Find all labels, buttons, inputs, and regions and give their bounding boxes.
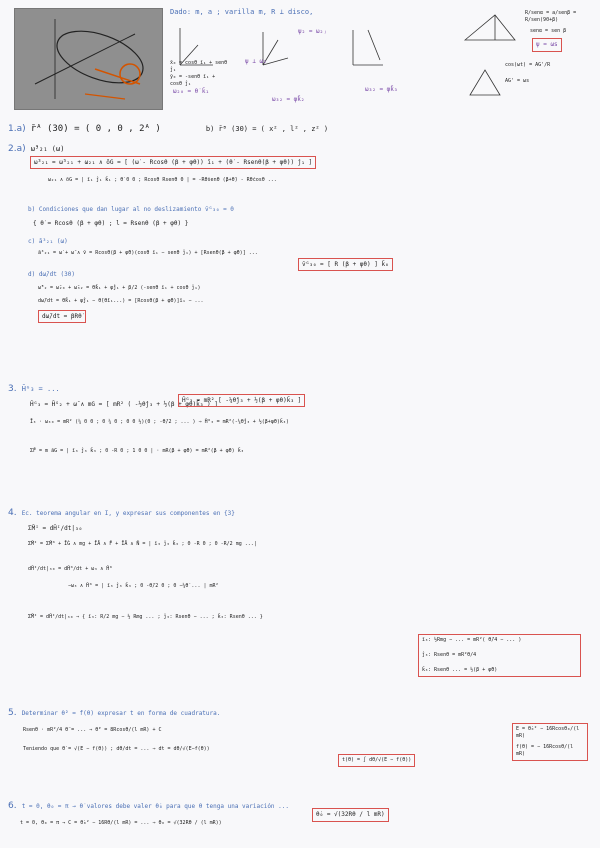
cos-rel: cos(ωt) = AG'/R xyxy=(505,62,551,68)
section-6: 6. t = 0, θ₀ = π → θ̇ valores debe valer θ̇₀ para que θ tenga una variación ... t = 0, θ₀ = π → C = θ̇₀² − 16Rθ/(l mR) = ... ⇒ θ₀ = √(32Rθ / (l mR)) xyxy=(8,801,289,826)
note-omega20: ω₂₀ = θ̇ k̄₁ xyxy=(173,88,210,95)
result-4: ī₃: ½Rmg − ... = mR²( θ̈/4 − ... ) ĵ₃: Rsenθ = mR²θ/4 k̄₃: Rsenθ ... = ½(β + φ̇θ) xyxy=(418,634,581,677)
result-5: E = θ̇₀² − 16Rcosθ₀/(l mR) f(θ) = − 16Rcosθ/(l mR) xyxy=(512,723,588,761)
result-2c: v̄ᴳ₃₀ = [ R (β + φ̇θ) ] k̄₀ xyxy=(298,258,393,271)
section-3: 3. H̄ᴳ₃ = ... H̄ᴳ₃ = H̄ᴳ₂ + ω̄ ∧ mG = [ mR² ( -½θ̇ĵ₃ + ½(β + φ̇θ)k̄₃ ) ] H̄ᴳ₃ = mR² [ -¼θ̇ĵ₃ + ½(β + φ̇θ)k̄₃ ] Ī₃ · ω₃₀ = mR² (¼ 0 0 ; 0 ¼ 0 ; 0 0 ½)(0 ; -θ̇/2 ; ... ) ⇒ H̄ᴳ₃ = mR²(-¼θ̇ĵ₃ + ½(β+φ̇θ)k̄₃) ΣF̄ = m āG = | ī₃ ĵ₃ k̄₃ ; 0 -R 0 ; 1 0 0 | · mR(β + φ̇θ) = mR²(β + φ̇θ) k̄₃ xyxy=(8,376,593,455)
result-3: H̄ᴳ₃ = mR² [ -¼θ̇ĵ₃ + ½(β + φ̇θ)k̄₃ ] xyxy=(178,394,305,407)
photo-drawing xyxy=(15,9,162,109)
system-photo xyxy=(14,8,163,110)
result-5b: t(θ) = ∫ dθ/√(E − f(θ)) xyxy=(338,754,415,767)
section-5: 5. Determinar θ̇² = f(θ) expresar t en forma de cuadratura. Rsenθ · mR²/4 θ̈ = ... ⇒ θ̇² = 8Rcosθ/(l mR) + C Teniendo que θ̇ = √(E − f(θ)) ; dθ/dt = ... ⇒ dt = dθ/√(E−f(θ)) xyxy=(8,708,221,752)
section-1: 1.a) r̄ᴬ (30) = ( 0 , 0 , 2ᴬ ) b) r̄ᴮ (30) = ( x² , l² , z² ) xyxy=(8,124,329,134)
note-omega32b: ω₃₂ = φ̇k̄₃ xyxy=(365,86,398,93)
sin-eq: senα = sen β xyxy=(530,28,567,34)
law-of-sines: R/senα = a/senβ = R/sen(90+β) xyxy=(525,10,577,23)
note-omega32: ω₃₂ = φ̇k̄₂ xyxy=(272,96,305,103)
section-4: 4. Ec. teorema angular en I, y expresar sus componentes en {3} ΣM̄ᴵ = dH̄ᴵ/dt|₃₀ ΣM̄ᴵ = ΣM̄ᴳ + ĪĠ ∧ mg + ĪĀ ∧ F̄ + ĪĀ ∧ N̄ = | ī₃ ĵ₃ k̄₃ ; 0 -R 0 ; 0 -R/2 mg ...| dH̄ᴵ/dt|₃₀ = dH̄ᴳ/dt + ω₃ ∧ H̄ᴳ −ω₃ ∧ H̄ᴳ = | ī₃ ĵ₃ k̄₃ ; 0 -θ̇/2 0 ; 0 −¼θ̇ ... | mR² ΣM̄ᴵ = dH̄ᴵ/dt|₃₀ ⇒ { ī₃: R/2 mg − ½ Rmg ... ; ĵ₃: Rsenθ − ... ; k̄₃: Rsenθ ... } xyxy=(8,508,263,620)
psi-result: ψ = ωs xyxy=(532,38,562,52)
triangle-sketch xyxy=(455,10,585,105)
note-psi2: ψ₂ = ω₂ⱼ xyxy=(298,28,327,35)
note-psi: ψ ⊥ ω₂ xyxy=(245,58,267,65)
section-2: 2.a) ω̄³₂₁ (ω) ω̄³₂₁ = ω̄³₂₁ + ω₂₁ ∧ ōG = [ (ω̇ - Rcosθ (β + φ̇θ)) ī₁ + (θ̇ - Rsenθ(β + φ̇θ)) ĵ₁ ] ω₂₁ ∧ ōG = | ī₁ ĵ₁ k̄₁ ; θ̇ 0 0 ; Rcosθ Rsenθ 0 | = -Rθ̇senθ (β+θ̇) - Rθ̇cosθ ... b) Condiciones que dan lugar al no deslizamiento v̄ᴳ₃₀ = 0 { θ̇ = Rcosθ (β + φ̇θ) ; l = Rsenθ (β + φ̇θ) } c) ā³₂₁ (ω) ā³₂₁ = ω̇ + ω̄ ∧ v̄ = Rcosθ(β + φ̇θ)(cosθ ī₁ − senθ ĵ₁) + [Rsenθ(β + φ̇θ)] ... v̄ᴳ₃₀ = [ R (β + φ̇θ) ] k̄₀ d) dω̄/dt (30) ω̄³₂ = ω̄₂₀ + ω̄₃₂ = θ̇k̄₁ + φ̇ĵ₁ + β/2 (-senθ ī₁ + cosθ ĵ₁) dω̄/dt = θ̈k̄₁ + φ̈ĵ₁ − θ̇(θ̇ī₁...) = [Rcosθ(β + φ̇θ)]ī₁ − ... dω̄/dt = βRθ̇ xyxy=(8,136,593,321)
ag-rel: AG' = ωs xyxy=(505,78,530,84)
result-2d: dω̄/dt = βRθ̇ xyxy=(38,310,86,323)
header-title: Dado: m, a ; varilla m, R ⊥ disco, xyxy=(170,8,314,16)
result-6: θ̇₀ = √(32Rθ / l mR) xyxy=(312,808,389,822)
